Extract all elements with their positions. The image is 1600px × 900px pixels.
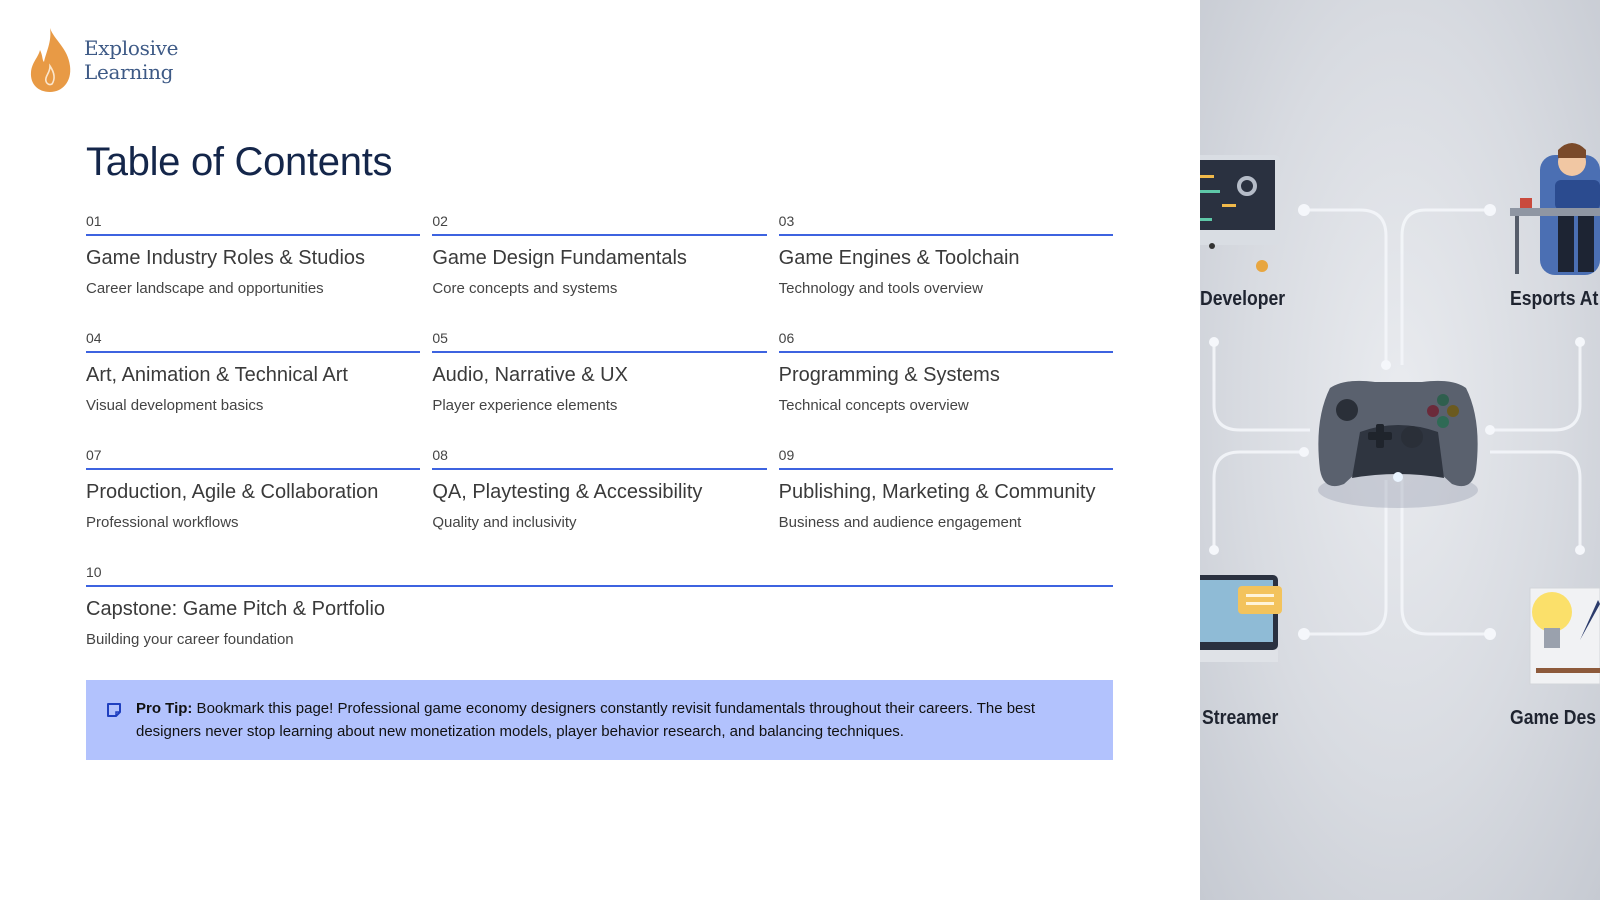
toc-number: 02 <box>432 213 448 229</box>
toc-item-05[interactable] <box>432 327 766 444</box>
role-label-esports: Esports At <box>1510 288 1599 310</box>
pro-tip-label: Pro Tip: <box>136 700 193 717</box>
toc-subtitle: Professional workflows <box>86 514 239 531</box>
toc-number: 07 <box>86 447 102 463</box>
brand-logo <box>28 26 178 94</box>
toc-item-03[interactable] <box>779 210 1113 327</box>
toc-subtitle: Technical concepts overview <box>778 397 969 414</box>
toc-item-01[interactable] <box>86 210 420 327</box>
divider <box>432 234 766 236</box>
streamer-monitor-icon <box>1200 575 1282 662</box>
toc-subtitle: Player experience elements <box>432 397 618 414</box>
divider <box>779 468 1113 470</box>
toc-subtitle: Quality and inclusivity <box>432 514 577 531</box>
pro-tip-text <box>136 697 1093 743</box>
flame-icon <box>28 26 74 94</box>
sticky-note-icon <box>106 702 122 718</box>
toc-number: 04 <box>86 330 102 346</box>
toc-title: Production, Agile & Collaboration <box>86 481 379 503</box>
toc-item-09[interactable] <box>779 444 1113 561</box>
pro-tip-callout <box>86 680 1113 760</box>
toc-number: 09 <box>778 447 795 463</box>
divider <box>779 351 1113 353</box>
toc-item-10[interactable] <box>86 561 1113 678</box>
divider <box>432 468 766 470</box>
toc-subtitle: Core concepts and systems <box>432 280 618 297</box>
toc-title: Capstone: Game Pitch & Portfolio <box>86 598 386 620</box>
toc-title: Game Design Fundamentals <box>432 247 687 269</box>
toc-title: Publishing, Marketing & Community <box>778 481 1096 503</box>
toc-title: Audio, Narrative & UX <box>432 364 628 386</box>
toc-title: Art, Animation & Technical Art <box>86 364 348 386</box>
toc-number: 01 <box>86 213 102 229</box>
toc-subtitle: Visual development basics <box>86 397 264 414</box>
divider <box>86 234 420 236</box>
page-title: Table of Contents <box>86 140 393 184</box>
role-label-streamer: Streamer <box>1202 707 1279 729</box>
toc-subtitle: Technology and tools overview <box>778 280 983 297</box>
divider <box>86 468 420 470</box>
esports-athlete-icon <box>1510 143 1600 275</box>
toc-title: Game Engines & Toolchain <box>778 247 1020 269</box>
toc-subtitle: Career landscape and opportunities <box>86 280 324 297</box>
brand-line-2: Learning <box>84 60 174 84</box>
toc-item-08[interactable] <box>432 444 766 561</box>
toc-title: QA, Playtesting & Accessibility <box>432 481 703 503</box>
pro-tip-body: Bookmark this page! Professional game economy designers constantly revisit fundamentals throughout their careers. The best designers never stop learning about new monetization models, player behavior research, and balancing techniques. <box>136 700 1036 740</box>
toc-item-07[interactable] <box>86 444 420 561</box>
toc-number: 08 <box>432 447 448 463</box>
toc-title: Game Industry Roles & Studios <box>86 247 366 269</box>
toc-number: 03 <box>778 213 795 229</box>
toc-number: 06 <box>778 330 795 346</box>
toc-item-06[interactable] <box>779 327 1113 444</box>
brand-line-1: Explosive <box>84 36 179 60</box>
table-of-contents <box>86 210 1113 678</box>
toc-item-02[interactable] <box>432 210 766 327</box>
lightbulb-icon <box>1530 588 1600 684</box>
role-label-game-designer: Game Des <box>1510 707 1597 729</box>
divider <box>779 234 1113 236</box>
divider <box>86 351 420 353</box>
hero-illustration <box>1200 0 1600 900</box>
developer-monitor-icon <box>1200 155 1280 272</box>
divider <box>86 585 1113 587</box>
toc-title: Programming & Systems <box>778 364 1000 386</box>
toc-subtitle: Building your career foundation <box>86 631 294 648</box>
divider <box>432 351 766 353</box>
career-map-illustration <box>1200 0 1600 900</box>
toc-subtitle: Business and audience engagement <box>778 514 1022 531</box>
toc-item-04[interactable] <box>86 327 420 444</box>
toc-number: 10 <box>86 564 102 580</box>
toc-number: 05 <box>432 330 448 346</box>
gamepad-icon <box>1318 381 1478 508</box>
role-label-developer: Developer <box>1200 288 1286 310</box>
